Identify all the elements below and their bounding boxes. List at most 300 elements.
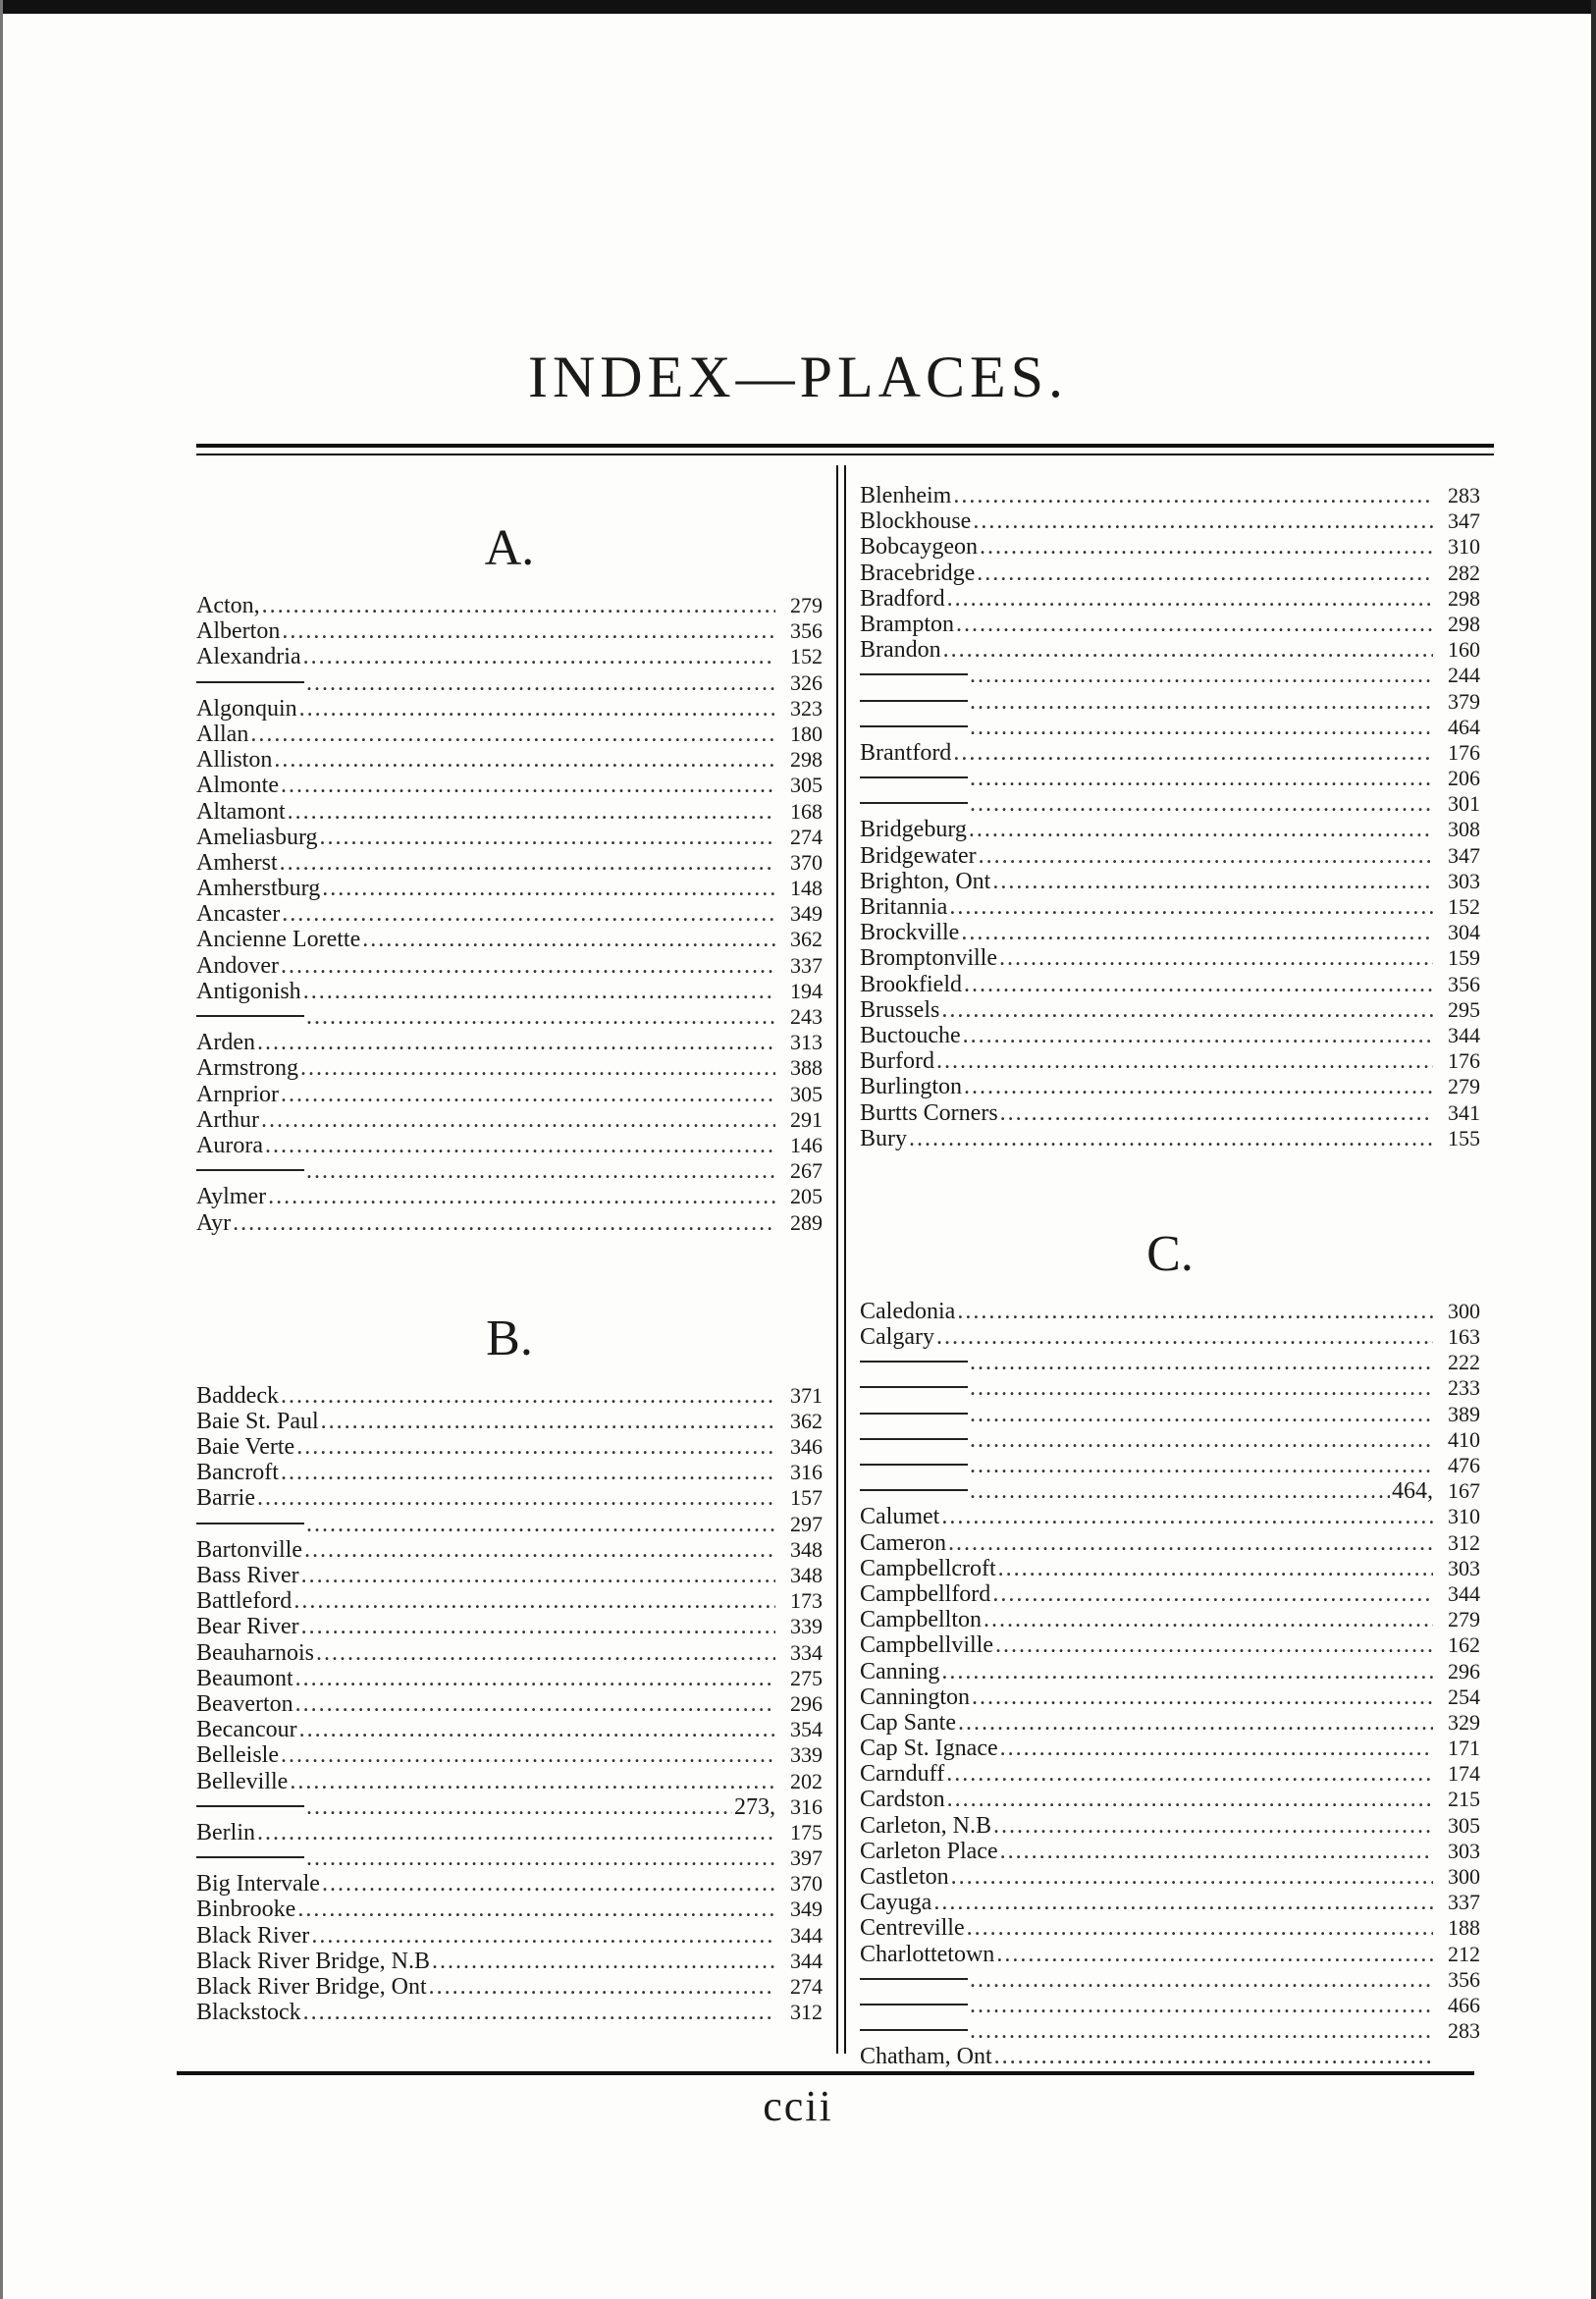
page-number: ccii xyxy=(763,2082,833,2130)
page-ref: 291 xyxy=(790,1106,823,1132)
page-ref: 308 xyxy=(1448,817,1480,842)
index-continuation xyxy=(860,1453,1480,1478)
index-continuation xyxy=(860,715,1480,740)
leader-dots xyxy=(949,894,1433,920)
place-name: Antigonish xyxy=(196,978,301,1004)
place-name: Allan xyxy=(196,721,249,747)
place-name: Burford xyxy=(860,1048,934,1075)
leader-dots xyxy=(303,979,775,1004)
place-name: Blockhouse xyxy=(860,508,972,535)
page-ref: 356 xyxy=(1448,971,1480,996)
page-ref: 167 xyxy=(1448,1478,1480,1504)
leader-dots xyxy=(281,1082,775,1107)
ditto-dash xyxy=(860,2004,968,2005)
leader-dots xyxy=(297,1897,775,1922)
page-ref: 297 xyxy=(790,1511,823,1536)
section-letter: A. xyxy=(484,520,535,576)
place-name: Baddeck xyxy=(196,1382,279,1409)
page-ref: 466 xyxy=(1448,1992,1480,2017)
page-ref: 312 xyxy=(1448,1529,1480,1555)
leader-dots xyxy=(306,1512,775,1537)
index-entry xyxy=(196,1769,823,1794)
place-name: Alliston xyxy=(196,747,273,774)
ditto-dash xyxy=(860,673,968,675)
index-continuation xyxy=(860,1993,1480,2018)
leader-dots xyxy=(973,508,1433,534)
leader-dots xyxy=(951,1864,1433,1890)
place-name: Armstrong xyxy=(196,1055,298,1082)
place-name: Calgary xyxy=(860,1324,934,1351)
leader-dots xyxy=(995,1632,1433,1658)
page-ref: 296 xyxy=(790,1690,823,1716)
page-ref: 279 xyxy=(1448,1074,1480,1099)
index-continuation xyxy=(196,670,823,696)
place-name: Bartonville xyxy=(196,1536,302,1563)
index-entry xyxy=(196,1133,823,1158)
place-name: Carleton, N.B xyxy=(860,1812,991,1839)
page-ref: 274 xyxy=(790,1974,823,1999)
page-ref: 397 xyxy=(790,1845,823,1871)
page-ref: 337 xyxy=(790,952,823,978)
page-title: INDEX—PLACES. xyxy=(527,345,1068,409)
leader-dots xyxy=(280,850,775,876)
page-ref: 344 xyxy=(1448,1580,1480,1606)
page-ref: 313 xyxy=(790,1030,823,1055)
leader-dots xyxy=(969,817,1433,842)
place-name: Arden xyxy=(196,1030,255,1056)
page-ref: 310 xyxy=(1448,1504,1480,1529)
ditto-dash xyxy=(860,1386,968,1388)
ditto-dash xyxy=(860,776,968,778)
index-entry xyxy=(860,1530,1480,1556)
index-entry xyxy=(860,1023,1480,1048)
leader-dots xyxy=(257,1820,775,1845)
page-ref: 316 xyxy=(790,1460,823,1485)
place-name: Almonte xyxy=(196,773,279,799)
index-entry xyxy=(196,1923,823,1949)
index-entry xyxy=(860,1074,1480,1099)
extra-page-ref: 273, xyxy=(734,1793,775,1820)
index-entry xyxy=(860,1556,1480,1581)
page-ref: 347 xyxy=(1448,508,1480,534)
page-ref: 300 xyxy=(1448,1298,1480,1323)
index-entry xyxy=(196,1717,823,1742)
page-ref: 312 xyxy=(790,2000,823,2025)
leader-dots xyxy=(299,1717,775,1742)
place-name: Bridgewater xyxy=(860,842,977,869)
page-ref: 464 xyxy=(1448,714,1480,739)
page-ref: 194 xyxy=(790,978,823,1003)
page-ref: 222 xyxy=(1448,1350,1480,1375)
index-entry xyxy=(196,1666,823,1691)
leader-dots xyxy=(301,1614,775,1639)
place-name: Baie Verte xyxy=(196,1434,295,1461)
place-name: Bancroft xyxy=(196,1460,279,1486)
page-ref: 388 xyxy=(790,1055,823,1081)
leader-dots xyxy=(999,945,1433,971)
place-name: Buctouche xyxy=(860,1022,961,1048)
page-ref: 323 xyxy=(790,695,823,721)
index-entry xyxy=(860,740,1480,766)
leader-dots xyxy=(998,1556,1433,1581)
index-continuation xyxy=(860,1375,1480,1401)
leader-dots xyxy=(432,1949,775,1974)
place-name: Berlin xyxy=(196,1819,255,1845)
index-entry xyxy=(860,1100,1480,1126)
place-name: Castleton xyxy=(860,1864,949,1890)
page-ref: 289 xyxy=(790,1209,823,1235)
leader-dots xyxy=(303,644,775,669)
place-name: Blackstock xyxy=(196,2000,301,2026)
place-name: Campbellcroft xyxy=(860,1555,996,1581)
index-entry xyxy=(860,1839,1480,1864)
leader-dots xyxy=(970,1375,1433,1401)
page-ref: 339 xyxy=(790,1614,823,1639)
index-entry xyxy=(196,1949,823,1974)
leader-dots xyxy=(281,773,775,798)
index-entry xyxy=(196,773,823,798)
leader-dots xyxy=(941,997,1433,1023)
page-ref: 176 xyxy=(1448,1048,1480,1074)
ditto-dash xyxy=(860,1464,968,1466)
place-name: Barrie xyxy=(196,1485,255,1512)
place-name: Bury xyxy=(860,1125,907,1151)
index-entry xyxy=(860,1659,1480,1684)
index-entry xyxy=(860,612,1480,637)
place-name: Brandon xyxy=(860,637,941,664)
index-entry xyxy=(196,1184,823,1209)
ditto-dash xyxy=(860,1361,968,1363)
page-ref: 254 xyxy=(1448,1684,1480,1709)
index-entry xyxy=(196,1974,823,2000)
index-entry xyxy=(196,1055,823,1081)
leader-dots xyxy=(977,561,1433,586)
index-entry xyxy=(860,997,1480,1023)
page-ref: 244 xyxy=(1448,663,1480,688)
page-ref: 283 xyxy=(1448,2018,1480,2044)
page-ref: 175 xyxy=(790,1819,823,1845)
leader-dots xyxy=(322,876,775,901)
leader-dots xyxy=(958,1710,1433,1736)
leader-dots xyxy=(268,1184,775,1209)
index-entry xyxy=(860,1504,1480,1529)
place-name: Canning xyxy=(860,1658,940,1684)
leader-dots xyxy=(299,696,775,722)
place-name: Carleton Place xyxy=(860,1838,998,1864)
page-top-edge xyxy=(0,0,1596,14)
place-name: Black River Bridge, Ont xyxy=(196,1974,427,2000)
index-continuation xyxy=(860,1478,1480,1504)
ditto-dash xyxy=(860,1413,968,1415)
page-ref: 337 xyxy=(1448,1890,1480,1915)
page-ref: 146 xyxy=(790,1132,823,1157)
index-entry xyxy=(196,1742,823,1768)
place-name: Bear River xyxy=(196,1614,299,1640)
index-entry xyxy=(860,817,1480,842)
leader-dots xyxy=(970,791,1433,817)
leader-dots xyxy=(970,766,1433,791)
place-name: Baie St. Paul xyxy=(196,1408,319,1434)
page-ref: 344 xyxy=(790,1922,823,1948)
index-entry xyxy=(196,1691,823,1717)
index-entry xyxy=(860,1761,1480,1787)
place-name: Becancour xyxy=(196,1717,297,1743)
page-ref: 316 xyxy=(790,1793,823,1819)
leader-dots xyxy=(970,1993,1433,2018)
leader-dots xyxy=(257,1485,775,1511)
index-entry xyxy=(196,927,823,952)
place-name: Alexandria xyxy=(196,644,301,670)
leader-dots xyxy=(992,1581,1433,1607)
index-entry xyxy=(196,1897,823,1922)
leader-dots xyxy=(984,1607,1433,1632)
page-ref: 339 xyxy=(790,1742,823,1768)
leader-dots xyxy=(306,1004,775,1030)
place-name: Black River xyxy=(196,1922,310,1949)
place-name: Belleville xyxy=(196,1768,289,1794)
ditto-dash xyxy=(196,1523,304,1524)
index-entry xyxy=(860,894,1480,920)
page-ref: 279 xyxy=(790,593,823,617)
index-entry xyxy=(860,972,1480,997)
page-ref: 296 xyxy=(1448,1658,1480,1684)
index-entry xyxy=(196,876,823,901)
page-ref: 168 xyxy=(790,798,823,824)
page-ref: 379 xyxy=(1448,688,1480,714)
leader-dots xyxy=(947,1787,1433,1812)
leader-dots xyxy=(956,612,1433,637)
ditto-dash xyxy=(196,1805,304,1807)
place-name: Cap St. Ignace xyxy=(860,1736,998,1762)
index-entry xyxy=(860,1813,1480,1839)
extra-page-ref: 464, xyxy=(1392,1478,1433,1505)
leader-dots xyxy=(274,747,775,773)
index-entry xyxy=(196,722,823,747)
index-entry xyxy=(860,1632,1480,1658)
leader-dots xyxy=(953,483,1433,508)
leader-dots xyxy=(296,1434,775,1460)
leader-dots xyxy=(250,722,775,747)
left-column xyxy=(196,505,823,2025)
place-name: Beauharnois xyxy=(196,1639,314,1666)
leader-dots xyxy=(306,1845,775,1871)
page-ref: 267 xyxy=(790,1158,823,1184)
page-ref: 326 xyxy=(790,669,823,695)
place-name: Algonquin xyxy=(196,695,297,722)
index-entry xyxy=(196,1563,823,1588)
leader-dots xyxy=(964,972,1433,997)
place-name: Blenheim xyxy=(860,483,952,508)
leader-dots xyxy=(301,1563,775,1588)
page-ref: 243 xyxy=(790,1004,823,1029)
place-name: Brockville xyxy=(860,920,960,946)
leader-dots xyxy=(933,1890,1433,1915)
index-entry xyxy=(860,920,1480,945)
leader-dots xyxy=(304,1537,775,1563)
page-ref: 152 xyxy=(1448,894,1480,919)
page-ref: 305 xyxy=(790,773,823,798)
index-entry xyxy=(860,1607,1480,1632)
index-entry xyxy=(860,1126,1480,1151)
place-name: Ameliasburg xyxy=(196,824,318,850)
index-entry xyxy=(196,696,823,722)
ditto-dash xyxy=(860,2029,968,2031)
place-name: Campbellford xyxy=(860,1580,991,1607)
index-entry xyxy=(860,2044,1480,2069)
place-name: Campbellton xyxy=(860,1607,982,1633)
page-ref: 283 xyxy=(1448,483,1480,508)
index-entry xyxy=(196,1820,823,1845)
ditto-dash xyxy=(196,1015,304,1017)
leader-dots xyxy=(957,1299,1433,1324)
index-entry xyxy=(196,1082,823,1107)
page-ref: 341 xyxy=(1448,1099,1480,1125)
ditto-dash xyxy=(860,700,968,702)
leader-dots xyxy=(994,2044,1433,2069)
index-entry xyxy=(860,1942,1480,1967)
place-name: Big Intervale xyxy=(196,1871,320,1898)
leader-dots xyxy=(941,1504,1433,1529)
page-ref: 205 xyxy=(790,1184,823,1209)
page-ref: 371 xyxy=(790,1382,823,1408)
index-entry xyxy=(860,843,1480,869)
place-name: Burlington xyxy=(860,1074,963,1100)
page-ref: 159 xyxy=(1448,945,1480,971)
leader-dots xyxy=(963,1023,1433,1048)
page-ref: 362 xyxy=(790,927,823,952)
leader-dots xyxy=(961,920,1433,945)
page-ref: 171 xyxy=(1448,1736,1480,1761)
page-ref: 370 xyxy=(790,1871,823,1897)
place-name: Ayr xyxy=(196,1209,232,1236)
leader-dots xyxy=(1000,1736,1433,1761)
leader-dots xyxy=(970,1478,1390,1504)
place-name: Ancienne Lorette xyxy=(196,927,361,953)
place-name: Altamont xyxy=(196,798,286,825)
section-letter: B. xyxy=(486,1310,533,1366)
place-name: Ancaster xyxy=(196,901,281,928)
place-name: Arnprior xyxy=(196,1081,279,1107)
leader-dots xyxy=(972,1684,1433,1710)
index-entry xyxy=(860,1710,1480,1736)
page-ref: 206 xyxy=(1448,766,1480,791)
page-ref: 349 xyxy=(790,901,823,927)
leader-dots xyxy=(306,670,775,696)
page-ref: 176 xyxy=(1448,739,1480,765)
leader-dots xyxy=(429,1974,775,2000)
place-name: Battleford xyxy=(196,1588,293,1615)
leader-dots xyxy=(970,1350,1433,1375)
page-ref: 303 xyxy=(1448,1555,1480,1580)
leader-dots xyxy=(265,1133,775,1158)
page-ref: 152 xyxy=(790,644,823,669)
leader-dots xyxy=(979,843,1433,869)
page-ref: 389 xyxy=(1448,1401,1480,1426)
leader-dots xyxy=(233,1210,775,1236)
place-name: Brussels xyxy=(860,996,940,1023)
index-entry xyxy=(860,1684,1480,1710)
place-name: Chatham, Ont xyxy=(860,2044,992,2070)
page-ref: 160 xyxy=(1448,637,1480,663)
index-continuation xyxy=(860,766,1480,791)
page-ref: 188 xyxy=(1448,1915,1480,1941)
place-name: Bromptonville xyxy=(860,945,997,972)
leader-dots xyxy=(282,901,775,927)
leader-dots xyxy=(316,1640,775,1666)
place-name: Black River Bridge, N.B xyxy=(196,1948,430,1974)
index-continuation xyxy=(196,1794,823,1820)
place-name: Amherst xyxy=(196,849,278,876)
page-ref: 348 xyxy=(790,1563,823,1587)
ditto-dash xyxy=(860,1978,968,1980)
index-entry xyxy=(860,508,1480,534)
leader-dots xyxy=(321,1409,775,1434)
page-ref: 476 xyxy=(1448,1453,1480,1477)
leader-dots xyxy=(281,1460,775,1485)
leader-dots xyxy=(281,1383,775,1409)
page-ref: 298 xyxy=(1448,585,1480,611)
leader-dots xyxy=(964,1074,1433,1099)
leader-dots xyxy=(980,534,1433,560)
index-entry xyxy=(860,945,1480,971)
leader-dots xyxy=(970,663,1433,688)
page-ref: 148 xyxy=(790,876,823,901)
page-ref: 174 xyxy=(1448,1761,1480,1787)
index-entry xyxy=(860,1787,1480,1812)
place-name: Carnduff xyxy=(860,1761,945,1788)
leader-dots xyxy=(282,618,775,644)
place-name: Burtts Corners xyxy=(860,1099,998,1126)
index-entry xyxy=(196,979,823,1004)
place-name: Caledonia xyxy=(860,1298,956,1324)
index-continuation xyxy=(860,689,1480,715)
page-ref: 202 xyxy=(790,1768,823,1793)
place-name: Bobcaygeon xyxy=(860,534,978,561)
leader-dots xyxy=(936,1048,1433,1074)
index-continuation xyxy=(196,1158,823,1184)
leader-dots xyxy=(293,1588,775,1614)
section-gap xyxy=(860,1151,1480,1210)
page-ref: 303 xyxy=(1448,1838,1480,1863)
page-ref: 348 xyxy=(790,1536,823,1562)
index-entry xyxy=(196,850,823,876)
leader-dots xyxy=(970,1967,1433,1993)
ditto-dash xyxy=(860,1438,968,1440)
leader-dots xyxy=(311,1923,775,1949)
page-ref: 347 xyxy=(1448,842,1480,868)
page-ref: 362 xyxy=(790,1408,823,1433)
index-entry xyxy=(196,1434,823,1460)
place-name: Belleisle xyxy=(196,1742,279,1769)
right-column xyxy=(860,483,1480,2070)
index-entry xyxy=(860,1581,1480,1607)
ditto-dash xyxy=(860,1489,968,1491)
index-entry xyxy=(196,1460,823,1485)
leader-dots xyxy=(295,1666,775,1691)
index-continuation xyxy=(196,1512,823,1537)
page-ref: 303 xyxy=(1448,868,1480,893)
leader-dots xyxy=(320,825,775,850)
place-name: Beaumont xyxy=(196,1665,293,1691)
index-entry xyxy=(196,618,823,644)
page-ref: 349 xyxy=(790,1897,823,1922)
index-entry xyxy=(196,1614,823,1639)
leader-dots xyxy=(970,2018,1433,2044)
place-name: Calumet xyxy=(860,1504,940,1530)
place-name: Cardston xyxy=(860,1787,945,1813)
leader-dots xyxy=(967,1915,1433,1941)
index-entry xyxy=(196,953,823,979)
